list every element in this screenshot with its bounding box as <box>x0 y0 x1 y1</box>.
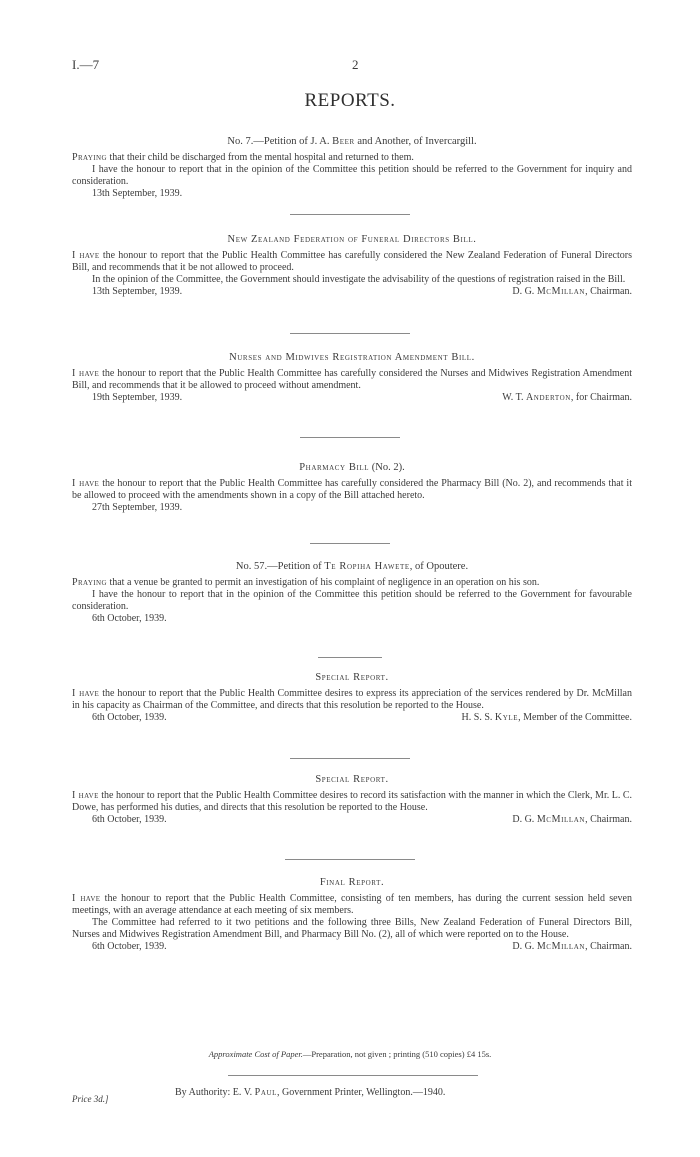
report-signature: D. G. McMillan, Chairman. <box>512 286 632 297</box>
report-paragraph: The Committee had referred to it two petitions and the following three Bills, New Zealand Federation of Funeral Directors Bill, Nurses and Midwives Registration Amendment Bill, and Pharmacy Bill No. (2), all of which were reported on to the House. <box>72 917 632 940</box>
report-date: 6th October, 1939. <box>92 712 167 723</box>
report-paragraph: I have the honour to report that the Public Health Committee has carefully considered the New Zealand Federation of Funeral Directors Bill, and recommends that it be not allowed to proceed. <box>72 250 632 273</box>
report-final <box>72 876 632 953</box>
report-petition-7 <box>72 135 632 200</box>
report-heading: Nurses and Midwives Registration Amendment Bill. <box>229 352 475 363</box>
report-date: 19th September, 1939. <box>92 392 183 403</box>
report-heading: Special Report. <box>315 672 389 683</box>
page-title: REPORTS. <box>304 90 396 111</box>
document-reference: I.—7 <box>72 57 100 72</box>
section-divider <box>290 758 410 759</box>
report-paragraph: I have the honour to report that the Public Health Committee desires to express its appreciation of the services rendered by Dr. McMillan in his capacity as Chairman of the Committee, and directs that this resolution be reported to the House. <box>72 688 632 711</box>
report-date: 6th October, 1939. <box>92 814 167 825</box>
report-petition-57 <box>72 560 632 625</box>
report-paragraph: I have the honour to report that in the opinion of the Committee this petition should be referred to the Government for inquiry and consideration. <box>72 164 632 187</box>
report-heading: New Zealand Federation of Funeral Directors Bill. <box>227 234 477 245</box>
section-divider <box>310 543 390 544</box>
report-dateline <box>72 814 632 826</box>
section-divider <box>285 859 415 860</box>
report-special-clerk <box>72 773 632 826</box>
report-signature: D. G. McMillan, Chairman. <box>512 941 632 952</box>
report-date: 13th September, 1939. <box>92 286 183 297</box>
report-date: 6th October, 1939. <box>92 941 167 952</box>
report-signature: W. T. Anderton, for Chairman. <box>502 392 632 403</box>
report-paragraph: I have the honour to report that the Public Health Committee, consisting of ten members, has during the current session held seven meetings, with an average attendance at each meeting of six members. <box>72 893 632 916</box>
price-label: Price 3d.] <box>72 1094 109 1104</box>
report-dateline <box>72 502 632 514</box>
section-divider <box>290 333 410 334</box>
report-dateline <box>72 286 632 298</box>
report-heading: No. 57.—Petition of Te Ropiha Hawete, of Opoutere. <box>235 561 469 572</box>
report-paragraph: Praying that their child be discharged from the mental hospital and returned to them. <box>72 152 414 163</box>
report-signature: H. S. S. Kyle, Member of the Committee. <box>461 712 632 723</box>
section-divider <box>300 437 400 438</box>
report-pharmacy-bill <box>72 461 632 514</box>
report-funeral-directors-bill <box>72 233 632 298</box>
report-nurses-midwives-bill <box>72 351 632 404</box>
report-dateline <box>72 613 632 625</box>
report-heading: Final Report. <box>319 877 385 888</box>
section-divider <box>318 657 382 658</box>
report-paragraph: I have the honour to report that in the opinion of the Committee this petition should be referred to the Government for favourable consideration. <box>72 589 632 612</box>
report-date: 6th October, 1939. <box>92 613 167 624</box>
report-date: 27th September, 1939. <box>92 502 183 513</box>
report-special-appreciation <box>72 671 632 724</box>
report-paragraph: I have the honour to report that the Public Health Committee desires to record its satisfaction with the manner in which the Clerk, Mr. L. C. Dowe, has performed his duties, and directs that this resolution be reported to the House. <box>72 790 632 813</box>
authority-imprint: By Authority: E. V. Paul, Government Printer, Wellington.—1940. <box>175 1087 446 1098</box>
report-dateline <box>72 392 632 404</box>
report-heading: Special Report. <box>315 774 389 785</box>
report-paragraph: I have the honour to report that the Public Health Committee has carefully considered the Pharmacy Bill (No. 2), and recommends that it be allowed to proceed with the amendments shown in a copy of the Bill attached hereto. <box>72 478 632 501</box>
report-dateline <box>72 712 632 724</box>
section-divider <box>290 214 410 215</box>
printing-cost-note: Approximate Cost of Paper.—Preparation, not given ; printing (510 copies) £4 15s. <box>208 1049 492 1059</box>
report-heading: No. 7.—Petition of J. A. Beer and Another, of Invercargill. <box>227 136 477 147</box>
page-number: 2 <box>352 57 359 72</box>
report-heading: Pharmacy Bill (No. 2). <box>299 462 405 473</box>
report-date: 13th September, 1939. <box>92 188 183 199</box>
report-dateline <box>72 941 632 953</box>
report-paragraph: In the opinion of the Committee, the Government should investigate the advisability of the questions of registration raised in the Bill. <box>92 274 626 285</box>
footer-rule <box>228 1075 478 1076</box>
report-paragraph: I have the honour to report that the Public Health Committee has carefully considered the Nurses and Midwives Registration Amendment Bill, and recommends that it be allowed to proceed without amendment. <box>72 368 632 391</box>
report-dateline <box>72 188 632 200</box>
report-signature: D. G. McMillan, Chairman. <box>512 814 632 825</box>
report-paragraph: Praying that a venue be granted to permit an investigation of his complaint of negligence in an operation on his son. <box>72 577 540 588</box>
